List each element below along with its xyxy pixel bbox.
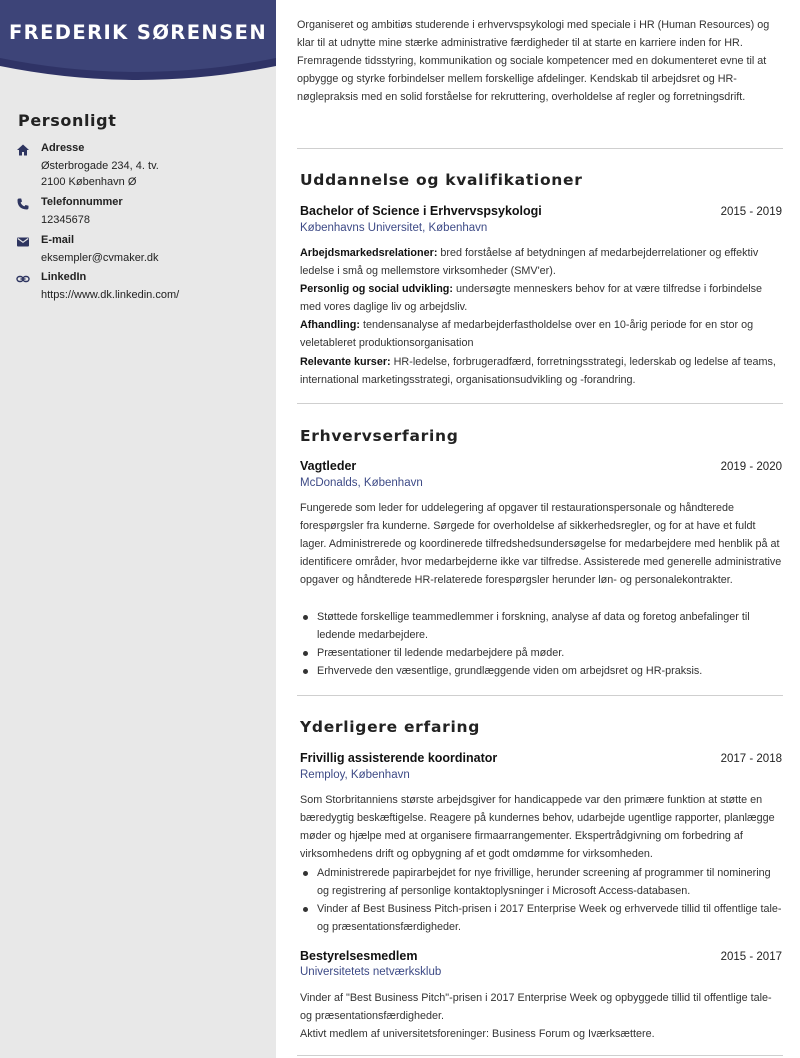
additional-role-1: Frivillig assisterende koordinator [300, 751, 498, 765]
address-label: Adresse [41, 142, 85, 154]
mail-icon [16, 235, 30, 249]
email-value[interactable]: eksempler@cvmaker.dk [41, 252, 159, 264]
list-item: Vinder af Best Business Pitch-prisen i 2017 Enterprise Week og erhvervede tillid til offentlige tale- og præsentationsfærdigheder. [300, 900, 783, 936]
list-item: Støttede forskellige teammedlemmer i forskning, analyse af data og foretog anbefalinger til ledende medarbejdere. [300, 608, 783, 644]
divider [297, 695, 783, 696]
personal-section-title: Personligt [18, 111, 117, 130]
divider [297, 403, 783, 404]
name-banner [0, 0, 276, 92]
education-degree: Bachelor of Science i Erhvervspsykologi [300, 204, 542, 218]
education-date: 2015 - 2019 [720, 206, 782, 218]
education-school: Københavns Universitet, København [300, 222, 488, 234]
education-detail: Relevante kurser: HR-ledelse, forbrugeradfærd, forretningsstrategi, lederskab og ledelse af teams, international marketingsstrategi, organisationsudvikling og -forandring. [300, 355, 776, 386]
list-item: Præsentationer til ledende medarbejdere på møder. [300, 644, 783, 662]
home-icon [16, 143, 30, 157]
description-line: Aktivt medlem af universitetsforeninger: Business Forum og Iværksættere. [300, 1028, 655, 1041]
list-item: Administrerede papirarbejdet for nye frivillige, herunder screening af programmer til nominering og registrering af personlige kontaktoplysninger i Microsoft Access-databasen. [300, 864, 783, 900]
sidebar [0, 0, 276, 1058]
experience-role: Vagtleder [300, 459, 357, 473]
education-detail: Arbejdsmarkedsrelationer: bred forståelse af betydningen af medarbejderrelationer og effektiv ledelse i små og mellemstore virksomheder (SMV'er). [300, 247, 759, 278]
additional-role-2: Bestyrelsesmedlem [300, 949, 418, 963]
phone-value: 12345678 [41, 214, 90, 226]
phone-label: Telefonnummer [41, 196, 123, 208]
description-line: Vinder af "Best Business Pitch"-prisen i 2017 Enterprise Week og opbyggede tillid til offentlige tale- og præsentationsfærdigheder. [300, 992, 772, 1023]
additional-org-1: Remploy, København [300, 769, 410, 781]
education-details [300, 244, 783, 389]
education-detail: Personlig og social udvikling: undersøgte menneskers behov for at være tilfredse i forbindelse med vores daglige liv og arbejdsliv. [300, 283, 763, 314]
link-icon [16, 272, 30, 286]
additional-date-2: 2015 - 2017 [720, 951, 782, 963]
additional-org-2: Universitetets netværksklub [300, 966, 442, 978]
additional-bullets-1 [300, 864, 783, 936]
additional-section-title: Yderligere erfaring [300, 718, 481, 736]
list-item: Erhvervede den væsentlige, grundlæggende viden om arbejdsret og HR-praksis. [300, 662, 783, 680]
experience-date: 2019 - 2020 [720, 461, 782, 473]
experience-company: McDonalds, København [300, 477, 423, 489]
address-line-1: Østerbrogade 234, 4. tv. [41, 160, 159, 172]
candidate-name: FREDERIK SØRENSEN [8, 21, 268, 44]
additional-description-1: Som Storbritanniens største arbejdsgiver for handicappede var den primære funktion at støtte en bæredygtig beskæftigelse. Reagere på kundernes behov, udarbejde ugentlige rapporter, planlægge møder og hjælpe med at organisere firmaarrangementer. Ekspertrådgivning om forbedring af virksomhedens drift og opbygning af et godt omdømme for virksomheden. [300, 794, 775, 861]
education-section-title: Uddannelse og kvalifikationer [300, 171, 583, 189]
phone-icon [16, 197, 30, 211]
linkedin-value[interactable]: https://www.dk.linkedin.com/ [41, 289, 180, 301]
email-label: E-mail [41, 234, 75, 246]
address-line-2: 2100 København Ø [41, 176, 137, 188]
education-detail: Afhandling: tendensanalyse af medarbejderfastholdelse over en 10-årig periode for en stor og veletableret produktionsorganisation [300, 319, 754, 350]
additional-date-1: 2017 - 2018 [720, 753, 782, 765]
profile-summary: Organiseret og ambitiøs studerende i erhvervspsykologi med speciale i HR (Human Resources) og klar til at udnytte mine stærke administrative færdigheder til at starte en karriere inden for HR. Fremragende tidsstyring, kommunikation og sociale kompetencer med en dokumenteret evne til at opbygge og styrke forbindelser mellem forskellige afdelinger. Kendskab til arbejdsret og HR-nøglepraksis med en solid forståelse for rekruttering, overholdelse af regler og forretningsdrift. [297, 19, 770, 104]
experience-section-title: Erhvervserfaring [300, 427, 459, 445]
experience-description: Fungerede som leder for uddelegering af opgaver til restaurationspersonale og håndterede forespørgsler fra kunderne. Sørgede for overholdelse af sikkerhedsregler, og for at have et fuldt lager. Administrerede og koordinerede tilfredshedsundersøgelse for medarbejdere med henblik på at identificere områder, hvor medarbejderne ikke var tilfredse. Assisterede med generelle administrative opgaver og håndterede HR-relaterede forespørgsler herunder løn- og personalekontrakter. [300, 502, 782, 587]
divider [297, 148, 783, 149]
linkedin-label: LinkedIn [41, 271, 87, 283]
experience-bullets [300, 608, 783, 680]
additional-description-2 [300, 989, 783, 1043]
divider [297, 1055, 783, 1056]
